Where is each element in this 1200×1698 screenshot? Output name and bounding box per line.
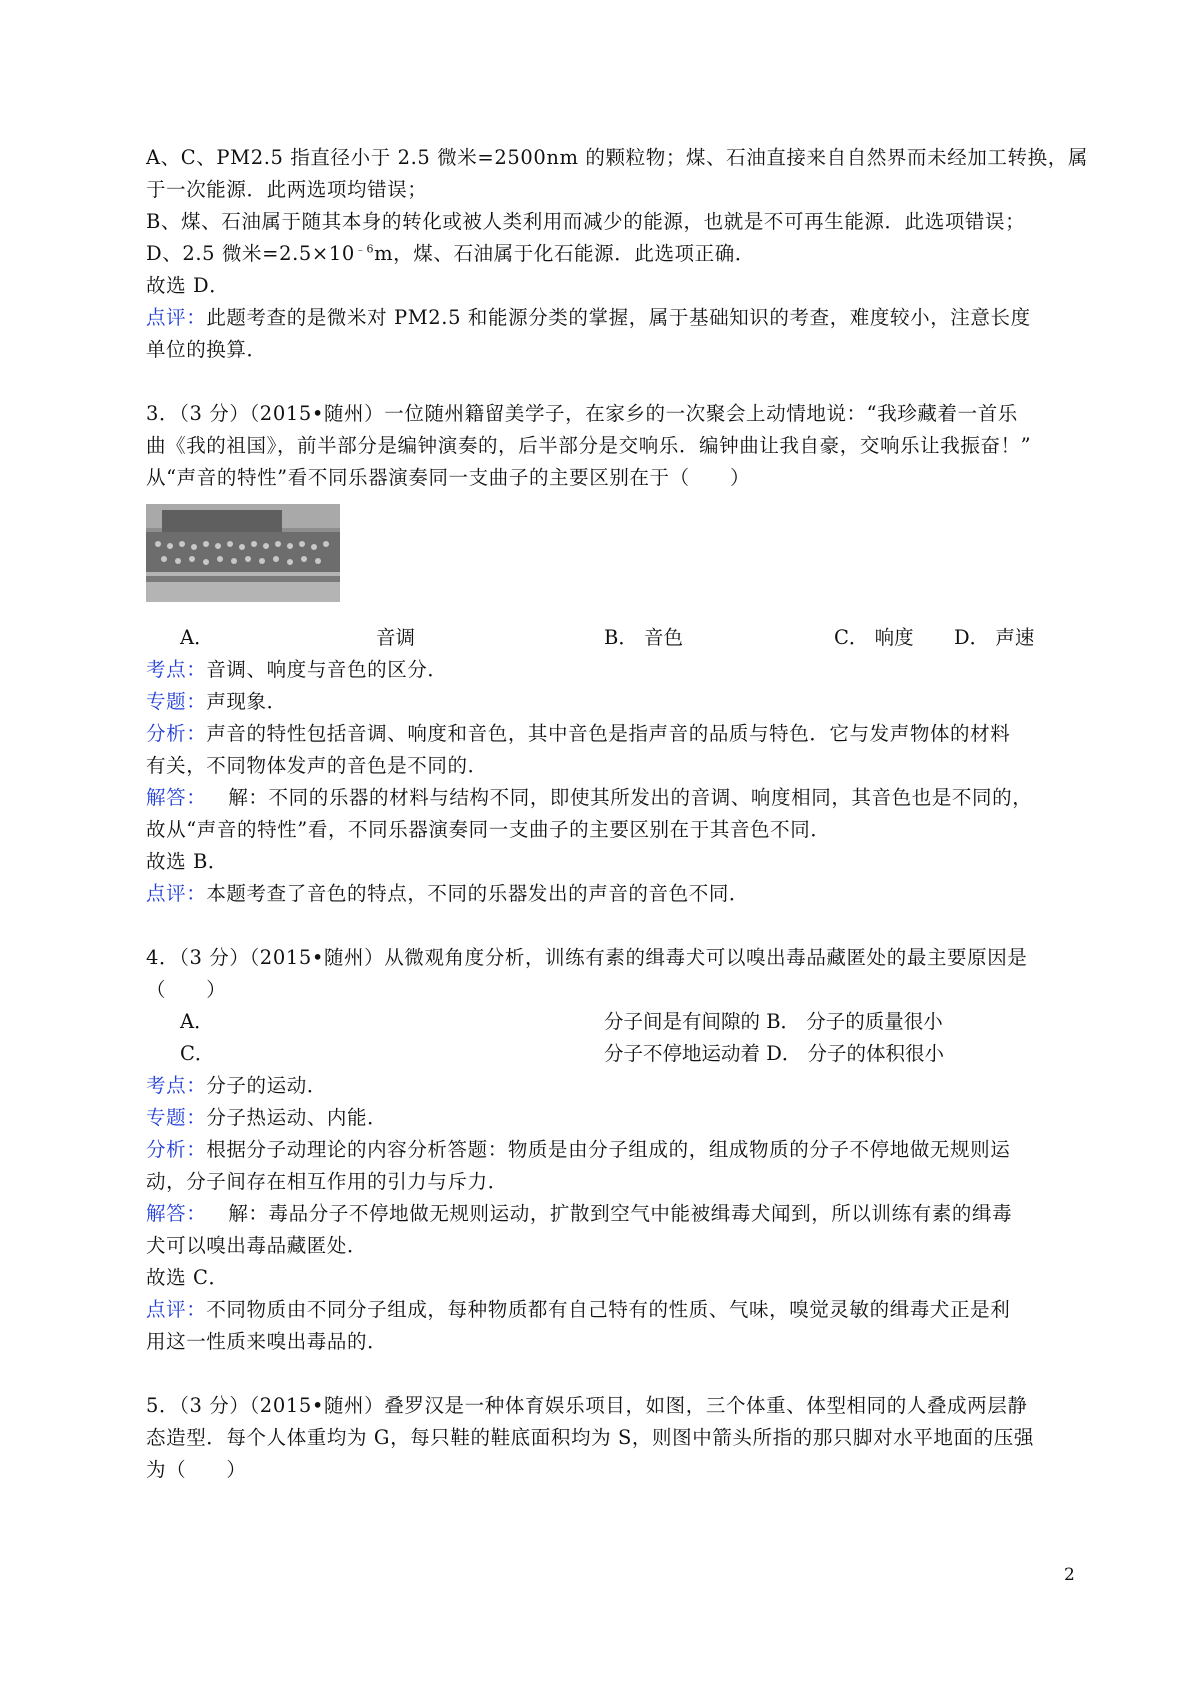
exponent: ﹣6 — [354, 242, 375, 256]
q3-fenxi-cont: 有关，不同物体发声的音色是不同的． — [146, 754, 488, 777]
dianping-tag: 点评： — [146, 1298, 207, 1321]
q3-option-a-text: 音调 — [376, 626, 416, 649]
q2-comment — [146, 302, 1076, 334]
q5-stem: 5．（3 分）（2015•随州）叠罗汉是一种体育娱乐项目，如图，三个体重、体型相同的人叠成两层静 — [146, 1394, 1028, 1417]
q4-fenxi-cont: 动，分子间存在相互作用的引力与斥力． — [146, 1170, 508, 1193]
jieda-text: 解：不同的乐器的材料与结构不同，即使其所发出的音调、响度相同，其音色也是不同的， — [228, 786, 1033, 809]
q4-fenxi — [146, 1134, 1076, 1166]
q2-analysis-line — [146, 238, 1076, 270]
zhuanti-tag: 专题： — [146, 1106, 207, 1129]
comment-text: 此题考查的是微米对 PM2.5 和能源分类的掌握，属于基础知识的考查，难度较小，注意长度 — [206, 306, 1031, 329]
zhuanti-text: 分子热运动、内能． — [206, 1106, 388, 1129]
q2-line-d-part2: m，煤、石油属于化石能源．此选项正确． — [374, 242, 755, 265]
q3-fenxi — [146, 718, 1076, 750]
page-number: 2 — [1064, 1565, 1075, 1585]
comment-tag: 点评： — [146, 306, 207, 329]
q4-answer: 故选 C． — [146, 1266, 229, 1289]
q3-dianping — [146, 878, 1076, 910]
q3-option-a-label: A． — [180, 626, 214, 649]
q3-option-d: D． 声速 — [954, 626, 1035, 649]
dianping-text: 本题考查了音色的特点，不同的乐器发出的声音的音色不同． — [206, 882, 750, 905]
q2-analysis-line: B、煤、石油属于随其本身的转化或被人类利用而减少的能源，也就是不可再生能源．此选项错误； — [146, 210, 1026, 233]
q2-line-d-part1: D、2.5 微米=2.5×10 — [146, 242, 355, 265]
q3-option-c: C． 响度 — [834, 626, 914, 649]
kaodian-text: 分子的运动． — [206, 1074, 327, 1097]
kaodian-tag: 考点： — [146, 1074, 207, 1097]
q3-stem: 曲《我的祖国》，前半部分是编钟演奏的，后半部分是交响乐．编钟曲让我自豪，交响乐让我振奋！” — [146, 434, 1032, 457]
q4-kaodian — [146, 1070, 1076, 1102]
q3-stem: 3．（3 分）（2015•随州）一位随州籍留美学子，在家乡的一次聚会上动情地说：“我珍藏着一首乐 — [146, 402, 1018, 425]
q3-zhuanti — [146, 686, 1076, 718]
q4-dianping-cont: 用这一性质来嗅出毒品的． — [146, 1330, 388, 1353]
jieda-text: 解：毒品分子不停地做无规则运动，扩散到空气中能被缉毒犬闻到，所以训练有素的缉毒 — [228, 1202, 1013, 1225]
fenxi-tag: 分析： — [146, 722, 207, 745]
zhuanti-tag: 专题： — [146, 690, 207, 713]
fenxi-text: 声音的特性包括音调、响度和音色，其中音色是指声音的品质与特色．它与发声物体的材料 — [206, 722, 1011, 745]
q4-dianping — [146, 1294, 1076, 1326]
q3-answer: 故选 B． — [146, 850, 229, 873]
q4-zhuanti — [146, 1102, 1076, 1134]
q3-stem: 从“声音的特性”看不同乐器演奏同一支曲子的主要区别在于（ ） — [146, 466, 751, 489]
q5-stem: 为（ ） — [146, 1458, 247, 1481]
q4-option-c-label: C． — [180, 1042, 215, 1065]
orchestra-photo — [146, 504, 340, 602]
zhuanti-text: 声现象． — [206, 690, 287, 713]
jieda-tag: 解答： — [146, 786, 207, 809]
jieda-tag: 解答： — [146, 1202, 207, 1225]
fenxi-text: 根据分子动理论的内容分析答题：物质是由分子组成的，组成物质的分子不停地做无规则运 — [206, 1138, 1011, 1161]
q4-jieda-cont: 犬可以嗅出毒品藏匿处． — [146, 1234, 368, 1257]
q5-stem: 态造型．每个人体重均为 G，每只鞋的鞋底面积均为 S，则图中箭头所指的那只脚对水平地面的压强 — [146, 1426, 1034, 1449]
kaodian-tag: 考点： — [146, 658, 207, 681]
dianping-tag: 点评： — [146, 882, 207, 905]
q4-option-ab-text: 分子间是有间隙的 B． 分子的质量很小 — [604, 1010, 943, 1033]
q2-analysis-line: 于一次能源．此两选项均错误； — [146, 178, 428, 201]
dianping-text: 不同物质由不同分子组成，每种物质都有自己特有的性质、气味，嗅觉灵敏的缉毒犬正是利 — [206, 1298, 1011, 1321]
q4-option-a-label: A． — [180, 1010, 214, 1033]
q4-stem: 4．（3 分）（2015•随州）从微观角度分析，训练有素的缉毒犬可以嗅出毒品藏匿处的最主要原因是 — [146, 946, 1028, 969]
q2-analysis-line: A、C、PM2.5 指直径小于 2.5 微米=2500nm 的颗粒物；煤、石油直接来自自然界而未经加工转换，属 — [146, 146, 1088, 169]
q3-kaodian — [146, 654, 1076, 686]
q4-stem: （ ） — [146, 978, 227, 1001]
q4-jieda — [146, 1198, 1076, 1230]
q3-jieda — [146, 782, 1076, 814]
q4-option-cd-text: 分子不停地运动着 D． 分子的体积很小 — [604, 1042, 945, 1065]
q3-option-b: B． 音色 — [604, 626, 684, 649]
kaodian-text: 音调、响度与音色的区分． — [206, 658, 448, 681]
fenxi-tag: 分析： — [146, 1138, 207, 1161]
q2-answer: 故选 D． — [146, 274, 230, 297]
q3-jieda-cont: 故从“声音的特性”看，不同乐器演奏同一支曲子的主要区别在于其音色不同． — [146, 818, 831, 841]
q2-comment-cont: 单位的换算． — [146, 338, 267, 361]
